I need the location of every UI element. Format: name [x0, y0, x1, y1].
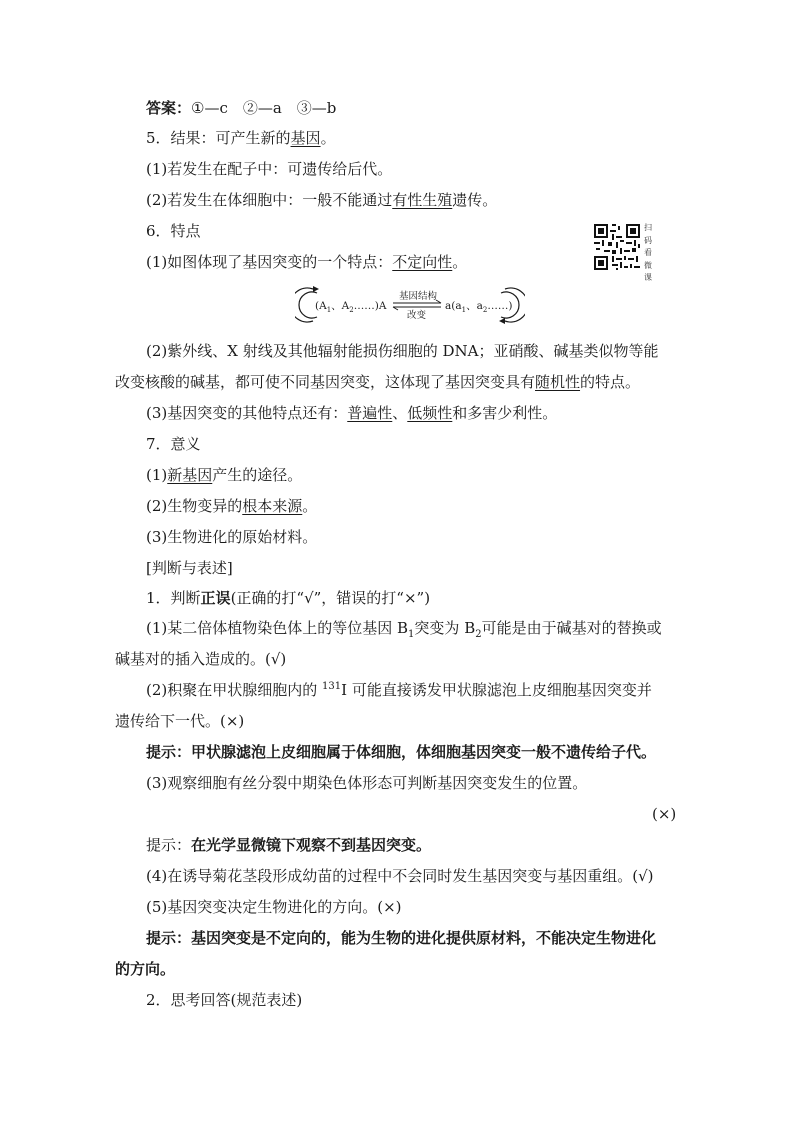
sec5-item-1: (1)若发生在配子中：可遗传给后代。 [146, 160, 393, 178]
diagram-left-label: ($A_1$、$A_2\dots\dots)A$ [315, 300, 387, 314]
judge-q2-hint: 提示：甲状腺滤泡上皮细胞属于体细胞，体细胞基因突变一般不遗传给子代。 [146, 743, 657, 761]
judge-q3-line1: (3)观察细胞有丝分裂中期染色体形态可判断基因突变发生的位置。 [146, 774, 588, 792]
judge-q3-mark: (×) [652, 805, 677, 823]
answer-text: ①—c ②—a ③—b [191, 99, 337, 117]
qr-code-icon[interactable] [592, 222, 642, 272]
sec6-item-1: (1)如图体现了基因突变的一个特点：不定向性。 [146, 253, 468, 271]
judge-q5-hint-line1: 提示：基因突变是不定向的，能为生物的进化提供原材料，不能决定生物进化 [146, 929, 657, 947]
sec7-title: 7．意义 [146, 435, 201, 453]
diagram-top-label: 基因结构 [399, 291, 438, 302]
sec7-item-1: (1)新基因产生的途径。 [146, 466, 303, 484]
sec6-item-3: (3)基因突变的其他特点还有：普遍性、低频性和多害少利性。 [146, 404, 558, 422]
diagram-bottom-label: 改变 [407, 310, 427, 321]
judge-header: [判断与表述] [146, 559, 233, 577]
left-cycle-arrowhead [313, 286, 319, 292]
judge-q1-line2: 碱基对的插入造成的。(√) [115, 650, 287, 668]
sec5-item-2: (2)若发生在体细胞中：一般不能通过有性生殖遗传。 [146, 191, 498, 209]
qr-caption: 扫 码 看 微 课 [644, 223, 652, 282]
judge-q5: (5)基因突变决定生物进化的方向。(×) [146, 898, 402, 916]
judge-q2-line2: 遗传给下一代。(×) [115, 712, 245, 730]
judge-q5-hint-line2: 的方向。 [115, 960, 176, 978]
answer-line [146, 97, 336, 119]
mutation-diagram [295, 283, 525, 327]
left-cycle-arc-outer [295, 288, 313, 322]
judge-q4: (4)在诱导菊花茎段形成幼苗的过程中不会同时发生基因突变与基因重组。(√) [146, 867, 654, 885]
answer-label: 答案： [146, 99, 192, 117]
sec6-item-2-line2: 改变核酸的碱基，都可使不同基因突变，这体现了基因突变具有随机性的特点。 [115, 373, 641, 391]
sec6-item-2-line1: (2)紫外线、X 射线及其他辐射能损伤细胞的 DNA；亚硝酸、碱基类似物等能 [146, 342, 659, 360]
right-cycle-arrowhead [499, 318, 505, 324]
sec7-item-3: (3)生物进化的原始材料。 [146, 528, 318, 546]
sec5-title: 5．结果：可产生新的基因。 [146, 129, 336, 147]
judge-q3-hint: 提示：在光学显微镜下观察不到基因突变。 [146, 836, 432, 854]
sec6-title: 6．特点 [146, 222, 201, 240]
judge-q1-title: 1．判断正误(正确的打“√”，错误的打“×”) [146, 589, 431, 607]
judge-q1-line1: (1)某二倍体植物染色体上的等位基因 $B_1$突变为 $B_2$可能是由于碱基对的替换或 [146, 619, 662, 640]
judge-q2-line1: (2)积聚在甲状腺细胞内的 $^{131}$I 可能直接诱发甲状腺滤泡上皮细胞基因突变并 [146, 681, 652, 699]
sec7-item-2: (2)生物变异的根本来源。 [146, 497, 318, 515]
diagram-right-label: $a(a_1$、$a_2\dots\dots$) [445, 300, 513, 314]
judge-q2-title: 2．思考回答(规范表述) [146, 991, 303, 1009]
